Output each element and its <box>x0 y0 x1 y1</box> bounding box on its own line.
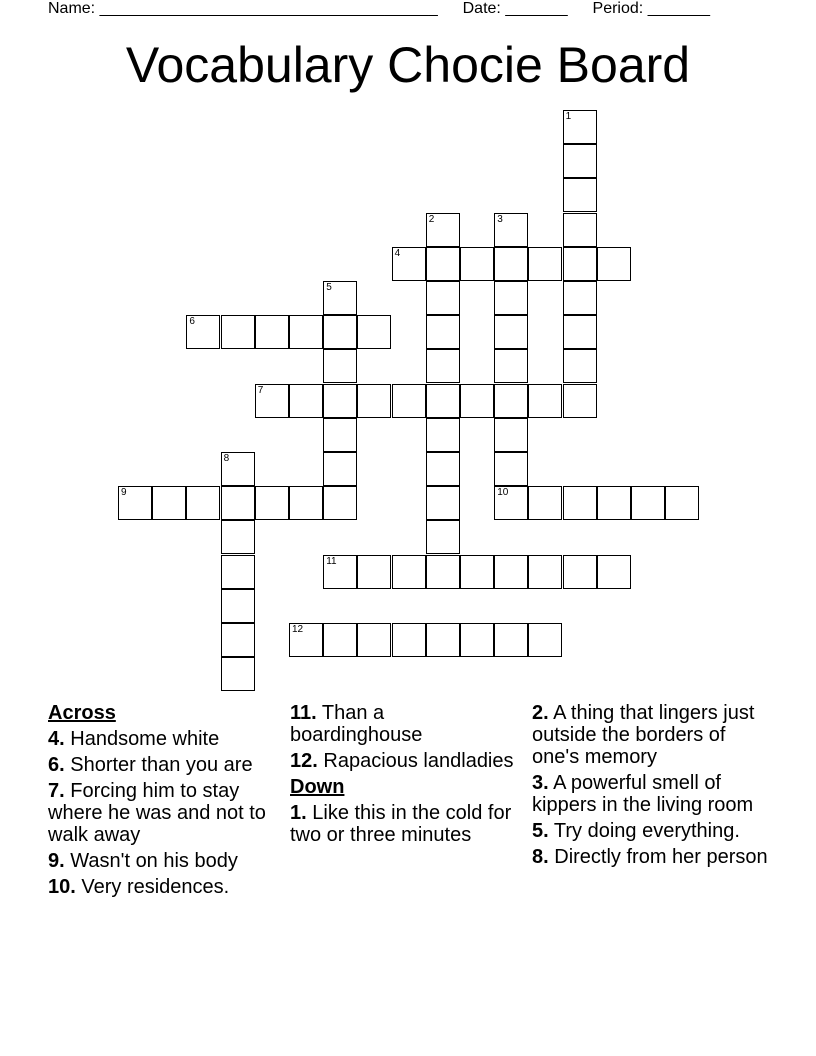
clue-across-12 <box>290 750 520 772</box>
crossword-cell[interactable] <box>357 555 391 589</box>
clue-across-6 <box>48 754 278 776</box>
across-heading: Across <box>48 702 116 724</box>
clue-text: A thing that lingers just outside the borders of one's memory <box>532 702 755 768</box>
clue-down-8 <box>532 846 772 868</box>
crossword-cell[interactable] <box>460 384 494 418</box>
crossword-cell[interactable] <box>426 247 460 281</box>
clue-number: 1. <box>290 802 307 824</box>
crossword-cell[interactable] <box>528 623 562 657</box>
cell-number: 6 <box>189 316 195 328</box>
crossword-cell[interactable] <box>221 452 255 486</box>
crossword-cell[interactable] <box>460 247 494 281</box>
crossword-cell[interactable] <box>528 384 562 418</box>
crossword-cell[interactable] <box>221 315 255 349</box>
crossword-cell[interactable] <box>494 281 528 315</box>
crossword-cell[interactable] <box>563 178 597 212</box>
crossword-cell[interactable] <box>563 110 597 144</box>
crossword-cell[interactable] <box>289 623 323 657</box>
clues-column-1 <box>48 702 278 902</box>
crossword-cell[interactable] <box>186 315 220 349</box>
crossword-cell[interactable] <box>597 486 631 520</box>
clue-across-9 <box>48 850 278 872</box>
crossword-cell[interactable] <box>494 213 528 247</box>
crossword-cell[interactable] <box>528 555 562 589</box>
clue-number: 3. <box>532 772 549 794</box>
clue-number: 10. <box>48 876 76 898</box>
clue-text: Handsome white <box>70 728 220 750</box>
crossword-cell[interactable] <box>426 452 460 486</box>
cell-number: 7 <box>257 384 264 396</box>
crossword-cell[interactable] <box>460 623 494 657</box>
clue-text: Than a boardinghouse <box>290 702 423 746</box>
crossword-cell[interactable] <box>426 281 460 315</box>
crossword-cell[interactable] <box>426 315 460 349</box>
crossword-cell[interactable] <box>426 520 460 554</box>
clue-number: 11. <box>290 702 317 724</box>
crossword-cell[interactable] <box>221 555 255 589</box>
crossword-cell[interactable] <box>460 555 494 589</box>
crossword-cell[interactable] <box>255 384 289 418</box>
cell-number: 2 <box>428 213 435 225</box>
crossword-cell[interactable] <box>563 213 597 247</box>
crossword-cell[interactable] <box>392 247 426 281</box>
crossword-cell[interactable] <box>221 657 255 691</box>
clue-down-5 <box>532 820 772 842</box>
crossword-cell[interactable] <box>289 384 323 418</box>
crossword-cell[interactable] <box>392 623 426 657</box>
crossword-cell[interactable] <box>323 555 357 589</box>
crossword-cell[interactable] <box>563 144 597 178</box>
crossword-cell[interactable] <box>528 486 562 520</box>
crossword-cell[interactable] <box>528 247 562 281</box>
clue-down-1 <box>290 802 520 846</box>
crossword-cell[interactable] <box>357 384 391 418</box>
clue-number: 7. <box>48 780 65 802</box>
clue-text: A powerful smell of kippers in the living room <box>532 772 754 816</box>
crossword-cell[interactable] <box>563 555 597 589</box>
crossword-cell[interactable] <box>426 418 460 452</box>
crossword-cell[interactable] <box>494 384 528 418</box>
crossword-cell[interactable] <box>323 452 357 486</box>
clue-text: Try doing everything. <box>553 820 740 842</box>
clue-across-10 <box>48 876 278 898</box>
period-label: Period: <box>592 0 644 17</box>
cell-number: 5 <box>326 282 332 293</box>
clue-text: Forcing him to stay where he was and not to walk away <box>48 780 266 846</box>
clues-column-2 <box>290 702 520 850</box>
crossword-cell[interactable] <box>323 384 357 418</box>
crossword-cell[interactable] <box>494 623 528 657</box>
clue-text: Rapacious landladies <box>323 750 514 772</box>
clue-number: 12. <box>290 750 318 772</box>
clue-number: 8. <box>532 846 549 868</box>
crossword-cell[interactable] <box>186 486 220 520</box>
crossword-cell[interactable] <box>494 452 528 486</box>
clue-across-11 <box>290 702 520 746</box>
crossword-cell[interactable] <box>426 384 460 418</box>
crossword-cell[interactable] <box>357 623 391 657</box>
crossword-cell[interactable] <box>494 349 528 383</box>
crossword-cell[interactable] <box>494 486 528 520</box>
crossword-cell[interactable] <box>392 384 426 418</box>
crossword-cell[interactable] <box>563 247 597 281</box>
crossword-cell[interactable] <box>289 486 323 520</box>
crossword-cell[interactable] <box>563 486 597 520</box>
date-label: Date: <box>462 0 501 17</box>
name-label: Name: <box>48 0 96 17</box>
crossword-cell[interactable] <box>597 247 631 281</box>
crossword-cell[interactable] <box>563 384 597 418</box>
crossword-cell[interactable] <box>426 555 460 589</box>
clue-across-7 <box>48 780 278 846</box>
crossword-cell[interactable] <box>563 349 597 383</box>
crossword-cell[interactable] <box>323 281 357 315</box>
cell-number: 3 <box>497 213 503 225</box>
clue-across-4 <box>48 728 278 750</box>
cell-number: 11 <box>326 555 337 567</box>
clues-column-3 <box>532 702 772 872</box>
crossword-cell[interactable] <box>323 623 357 657</box>
crossword-cell[interactable] <box>357 315 391 349</box>
crossword-cell[interactable] <box>426 213 460 247</box>
date-blank[interactable]: _______ <box>505 0 568 17</box>
crossword-cell[interactable] <box>665 486 699 520</box>
clue-number: 5. <box>532 820 549 842</box>
cell-number: 1 <box>565 111 572 122</box>
clue-text: Directly from her person <box>554 846 768 868</box>
crossword-cell[interactable] <box>494 315 528 349</box>
crossword-cell[interactable] <box>631 486 665 520</box>
crossword-cell[interactable] <box>426 486 460 520</box>
crossword-cell[interactable] <box>323 315 357 349</box>
crossword-cell[interactable] <box>426 623 460 657</box>
crossword-cell[interactable] <box>494 418 528 452</box>
crossword-cell[interactable] <box>118 486 152 520</box>
cell-number: 4 <box>394 247 401 259</box>
crossword-cell[interactable] <box>494 555 528 589</box>
clue-number: 6. <box>48 754 65 776</box>
crossword-cell[interactable] <box>255 486 289 520</box>
name-blank[interactable]: ______________________________________ <box>99 0 438 17</box>
cell-number: 8 <box>223 453 230 464</box>
crossword-cell[interactable] <box>152 486 186 520</box>
crossword-cell[interactable] <box>221 520 255 554</box>
clue-number: 9. <box>48 850 65 872</box>
crossword-cell[interactable] <box>289 315 323 349</box>
crossword-cell[interactable] <box>323 418 357 452</box>
crossword-cell[interactable] <box>426 349 460 383</box>
clue-number: 2. <box>532 702 549 724</box>
clue-number: 4. <box>48 728 65 750</box>
down-heading: Down <box>290 776 345 798</box>
crossword-cell[interactable] <box>255 315 289 349</box>
crossword-cell[interactable] <box>221 623 255 657</box>
crossword-cell[interactable] <box>392 555 426 589</box>
clue-text: Very residences. <box>81 876 230 898</box>
clue-text: Shorter than you are <box>70 754 253 776</box>
cell-number: 12 <box>292 624 304 635</box>
period-blank[interactable]: _______ <box>647 0 710 17</box>
page-title: Vocabulary Chocie Board <box>125 37 691 93</box>
crossword-cell[interactable] <box>221 486 255 520</box>
crossword-cell[interactable] <box>323 349 357 383</box>
clue-text: Like this in the cold for two or three minutes <box>290 802 512 846</box>
clue-down-3 <box>532 772 772 816</box>
crossword-cell[interactable] <box>221 589 255 623</box>
cell-number: 10 <box>497 487 509 499</box>
crossword-cell[interactable] <box>597 555 631 589</box>
crossword-cell[interactable] <box>563 281 597 315</box>
clue-text: Wasn't on his body <box>70 850 238 872</box>
clue-down-2 <box>532 702 772 768</box>
crossword-cell[interactable] <box>494 247 528 281</box>
cell-number: 9 <box>121 487 127 499</box>
crossword-cell[interactable] <box>323 486 357 520</box>
crossword-cell[interactable] <box>563 315 597 349</box>
